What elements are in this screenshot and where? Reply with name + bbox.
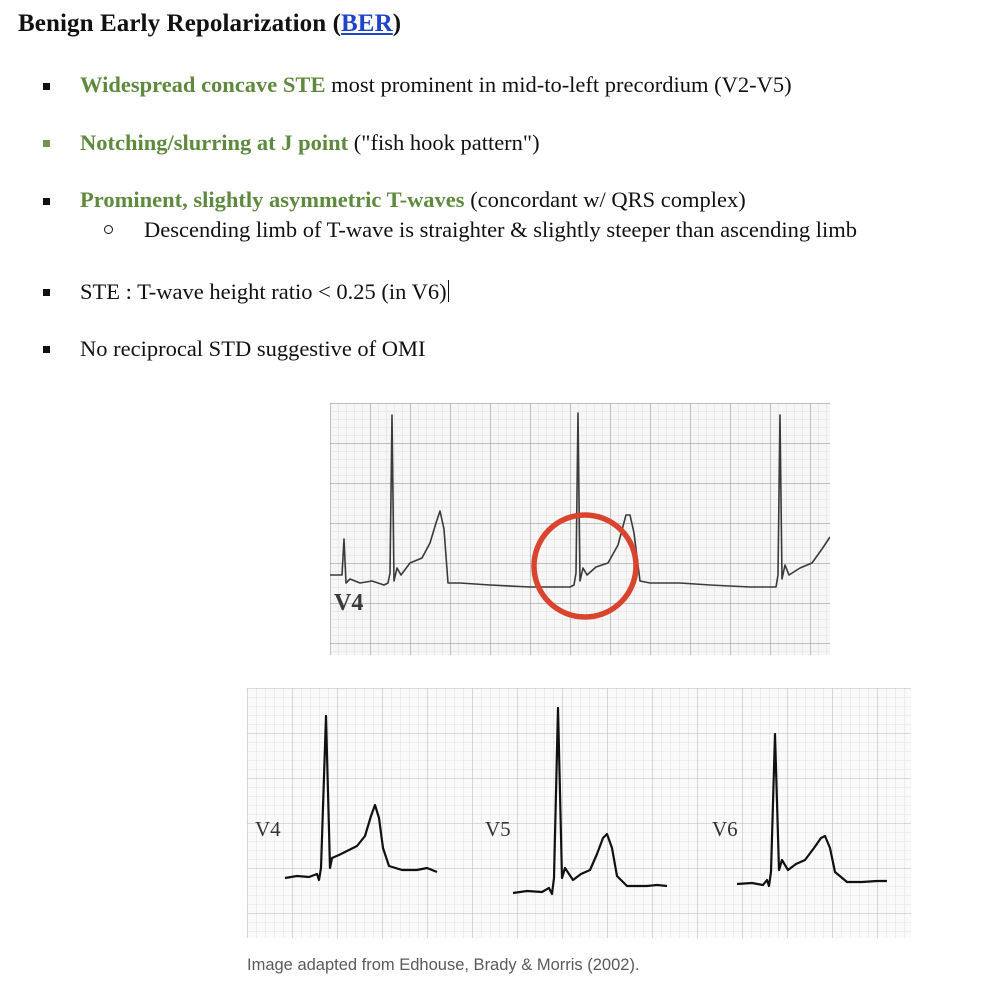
- bullet-highlight: Notching/slurring at J point: [80, 130, 349, 155]
- bullet-text: [80, 279, 449, 305]
- bullet-marker-icon: [43, 140, 50, 147]
- bullet-marker-icon: [43, 346, 50, 353]
- sub-bullet-text: Descending limb of T-wave is straighter & slightly steeper than ascending limb: [144, 217, 857, 242]
- bullet-rest: ("fish hook pattern"): [348, 130, 540, 155]
- title-suffix: ): [392, 10, 402, 37]
- bullet-text: [80, 187, 746, 213]
- title-prefix: Benign Early Repolarization (: [18, 10, 342, 37]
- bullet-rest: (concordant w/ QRS complex): [464, 187, 746, 212]
- bullet-text: [80, 72, 792, 98]
- sub-bullet-circle-icon: [104, 225, 113, 234]
- bullet-marker-icon: [43, 198, 50, 205]
- bullet-plain: STE : T-wave height ratio < 0.25 (in V6): [80, 279, 447, 304]
- ecg-lead-label: V5: [485, 817, 511, 841]
- ecg-lead-label: V4: [255, 817, 281, 841]
- bullet-plain: No reciprocal STD suggestive of OMI: [80, 336, 426, 361]
- bullet-marker-icon: [43, 289, 50, 296]
- bullet-rest: most prominent in mid-to-left precordium (V2-V5): [325, 72, 792, 97]
- ecg-strip-bottom: [247, 688, 911, 938]
- text-cursor: [448, 280, 450, 302]
- bullet-highlight: Prominent, slightly asymmetric T-waves: [80, 187, 465, 212]
- bullet-text: [80, 130, 540, 156]
- ecg-lead-label: V4: [334, 590, 364, 616]
- ecg-lead-label: V6: [712, 817, 738, 841]
- ecg-strip-top: [330, 403, 830, 655]
- ber-link[interactable]: BER: [341, 10, 393, 37]
- bullet-highlight: Widespread concave STE: [80, 72, 326, 97]
- bullet-marker-icon: [43, 83, 50, 90]
- page-title: [18, 10, 401, 38]
- image-caption: Image adapted from Edhouse, Brady & Morris (2002).: [247, 956, 640, 974]
